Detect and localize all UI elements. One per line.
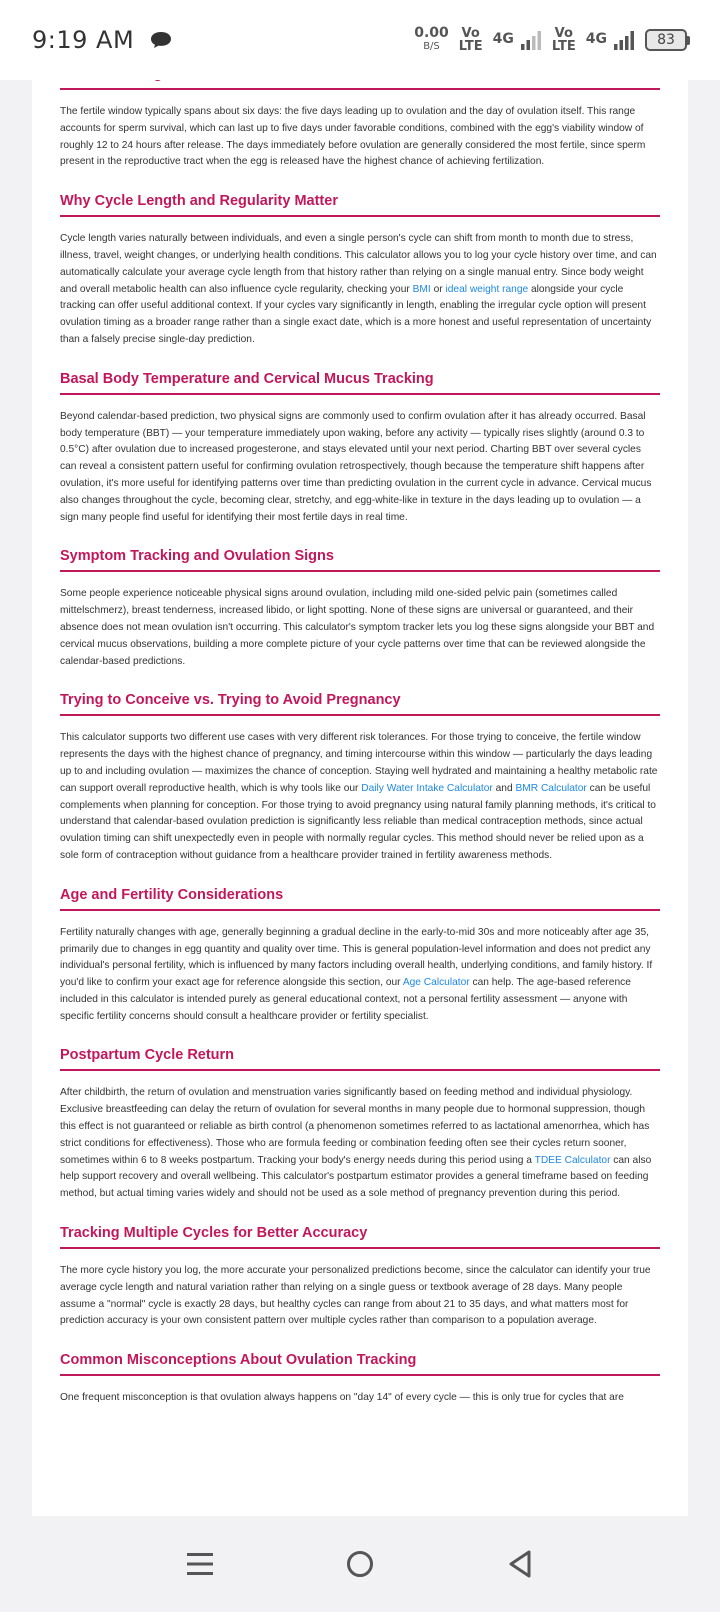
article-section <box>60 371 660 527</box>
network-speed-unit: B/S <box>423 41 440 52</box>
article-section <box>60 548 660 670</box>
network-speed-value: 0.00 <box>414 25 449 41</box>
section-heading: Tracking Multiple Cycles for Better Accuracy <box>60 1225 660 1249</box>
section-paragraph <box>60 231 660 349</box>
status-time: 9:19 AM <box>32 26 135 54</box>
calculator-link[interactable]: BMR Calculator <box>515 782 587 794</box>
paragraph-text: alongside your cycle tracking can offer useful additional context. If your cycles vary significantly in length, enabling the irregular cycle option will present ovulation timing as a broader range rather than a single exact date, which is a more honest and useful representation of uncertainty than a falsely precise single-day prediction. <box>60 283 652 345</box>
paragraph-text: Cycle length varies naturally between individuals, and even a single person's cycle can shift from month to month due to stress, illness, travel, weight changes, or underlying health conditions. This calculator allows you to log your cycle history over time, and can automatically calculate your average cycle length from that history rather than relying on a single manual entry. Since body weight and overall metabolic health can also influence cycle regularity, checking your <box>60 233 657 295</box>
status-bar <box>0 0 720 80</box>
section-paragraph <box>60 586 660 670</box>
volte-sim1-bottom: LTE <box>458 39 483 54</box>
calculator-link[interactable]: BMI <box>412 283 431 295</box>
status-icons <box>414 27 690 53</box>
volte-sim1-top: Vo <box>461 26 480 41</box>
menu-icon[interactable] <box>182 1546 218 1582</box>
paragraph-text: can also help support recovery and overall wellbeing. This calculator's postpartum estimator provides a general timeframe based on feeding method, but actual timing varies widely and should not be used as a sole method of pregnancy prevention during this period. <box>60 1154 652 1200</box>
paragraph-text: can help. The age-based reference included in this calculator is intended purely as general educational context, not a personal fertility assessment — anyone with specific fertility concerns should consult a healthcare provider or fertility specialist. <box>60 977 631 1022</box>
article-section <box>60 1352 660 1407</box>
chat-bubble-icon <box>150 31 172 49</box>
calculator-link[interactable]: Daily Water Intake Calculator <box>361 782 493 794</box>
section-paragraph <box>60 1263 660 1330</box>
paragraph-text: or <box>430 283 446 295</box>
network-type-sim1: 4G <box>492 31 514 47</box>
section-heading: Postpartum Cycle Return <box>60 1047 660 1071</box>
article-section <box>60 1047 660 1203</box>
article-section <box>60 193 660 349</box>
volte-sim2 <box>552 27 576 53</box>
paragraph-text: Some people experience noticeable physical signs around ovulation, including mild one-sided pelvic pain (sometimes called mittelschmerz), breast tenderness, increased libido, or light spotting. None of these signs are universal or guaranteed, and their absence does not mean ovulation isn't occurring. This calculator's symptom tracker lets you log these signs alongside your BBT and cervical mucus observations, building a more complete picture of your cycle patterns over time that can be reviewed alongside the calendar-based predictions. <box>60 588 655 667</box>
section-paragraph <box>60 730 660 864</box>
section-heading: Common Misconceptions About Ovulation Tracking <box>60 1352 660 1376</box>
section-heading: Trying to Conceive vs. Trying to Avoid Pregnancy <box>60 692 660 716</box>
article-sections <box>32 66 688 1429</box>
section-paragraph <box>60 104 660 171</box>
paragraph-text: One frequent misconception is that ovulation always happens on "day 14" of every cycle — this is only true for cycles that are <box>60 1392 624 1404</box>
article-section <box>60 1225 660 1330</box>
section-heading: Basal Body Temperature and Cervical Mucus Tracking <box>60 371 660 395</box>
paragraph-text: can be useful complements when planning for conception. For those trying to avoid pregnancy using natural family planning methods, it's critical to understand that calendar-based ovulation prediction is significantly less reliable than medical contraception methods, since actual ovulation timing can shift unexpectedly even in people with normally regular cycles. This method should never be relied upon as a sole form of contraception without guidance from a healthcare provider trained in fertility awareness methods. <box>60 782 656 861</box>
signal-strength-icon-sim2 <box>613 30 635 50</box>
section-heading: Why Cycle Length and Regularity Matter <box>60 193 660 217</box>
paragraph-text: This calculator supports two different use cases with very different risk tolerances. For those trying to conceive, the fertile window represents the days with the highest chance of pregnancy, and timing intercourse within this window — particularly the days leading up to and including ovulation — maximizes the chance of conception. Staying well hydrated and maintaining a healthy metabolic rate can support overall reproductive health, which is why tools like our <box>60 732 658 794</box>
calculator-link[interactable]: TDEE Calculator <box>534 1154 611 1166</box>
section-heading: Age and Fertility Considerations <box>60 887 660 911</box>
volte-sim2-top: Vo <box>554 26 573 41</box>
navigation-bar <box>0 1516 720 1612</box>
paragraph-text: The fertile window typically spans about six days: the five days leading up to ovulation and the day of ovulation itself. This range accounts for sperm survival, which can last up to five days under favorable conditions, combined with the egg's viability window of roughly 12 to 24 hours after release. The days immediately before ovulation are generally considered the most fertile, since sperm present in the reproductive tract when the egg is released have the highest chance of achieving fertilization. <box>60 106 646 168</box>
back-icon[interactable] <box>502 1546 538 1582</box>
paragraph-text: Fertility naturally changes with age, generally beginning a gradual decline in the early-to-mid 30s and more noticeably after age 35, primarily due to changes in egg quantity and quality over time. This is general population-level information and does not predict any individual's personal fertility, which is influenced by many factors including overall health, underlying conditions, and family history. If you'd like to confirm your exact age for reference alongside this section, our <box>60 926 653 989</box>
volte-sim2-bottom: LTE <box>551 39 576 54</box>
section-paragraph <box>60 925 660 1026</box>
paragraph-text: Beyond calendar-based prediction, two physical signs are commonly used to confirm ovulation after it has already occurred. Basal body temperature (BBT) — your temperature immediately upon waking, before any activity — typically rises slightly (around 0.3 to 0.5°C) after ovulation due to increased progesterone, and stays elevated until your next period. Charting BBT over several cycles can reveal a consistent pattern useful for confirming ovulation retrospectively, though because the temperature shift happens after ovulation, it's more useful for identifying patterns over time than predicting ovulation in the current cycle in advance. Cervical mucus also changes throughout the cycle, becoming clear, stretchy, and egg-white-like in texture in the days leading up to ovulation — a sign many people find useful for identifying their most fertile days in real time. <box>60 410 652 523</box>
article-section <box>60 887 660 1026</box>
section-heading: Symptom Tracking and Ovulation Signs <box>60 548 660 572</box>
paragraph-text: The more cycle history you log, the more accurate your personalized predictions become, since the calculator can identify your true average cycle length and natural variation rather than relying on a single guess or textbook average of 28 days. Many people assume a "normal" cycle is exactly 28 days, but healthy cycles can range from about 21 to 35 days, and what matters most for prediction accuracy is your own consistent pattern over multiple cycles rather than comparison to a population average. <box>60 1265 651 1327</box>
battery-level: 83 <box>657 32 675 48</box>
paragraph-text: and <box>492 782 516 794</box>
article-content[interactable] <box>32 80 688 1516</box>
battery-icon <box>645 29 690 51</box>
calculator-link[interactable]: ideal weight range <box>445 283 529 295</box>
calculator-link[interactable]: Age Calculator <box>402 977 470 989</box>
network-speed <box>414 27 449 53</box>
paragraph-text: After childbirth, the return of ovulation and menstruation varies significantly based on feeding method and individual physiology. Exclusive breastfeeding can delay the return of ovulation for several months in many people due to hormonal suppression, though this effect is not guaranteed or reliable as birth control (a phenomenon sometimes referred to as lactational amenorrhea, which has strict conditions for effectiveness). Those who are formula feeding or combination feeding often see their cycles return sooner, sometimes within 6 to 8 weeks postpartum. Tracking your body's energy needs during this period using a <box>60 1087 650 1166</box>
home-icon[interactable] <box>342 1546 378 1582</box>
section-paragraph <box>60 409 660 527</box>
article-section <box>60 66 660 171</box>
signal-strength-icon <box>520 30 542 50</box>
section-paragraph <box>60 1390 660 1407</box>
article-section <box>60 692 660 864</box>
section-paragraph <box>60 1085 660 1203</box>
volte-sim1 <box>459 27 483 53</box>
network-type-sim2: 4G <box>585 31 607 47</box>
